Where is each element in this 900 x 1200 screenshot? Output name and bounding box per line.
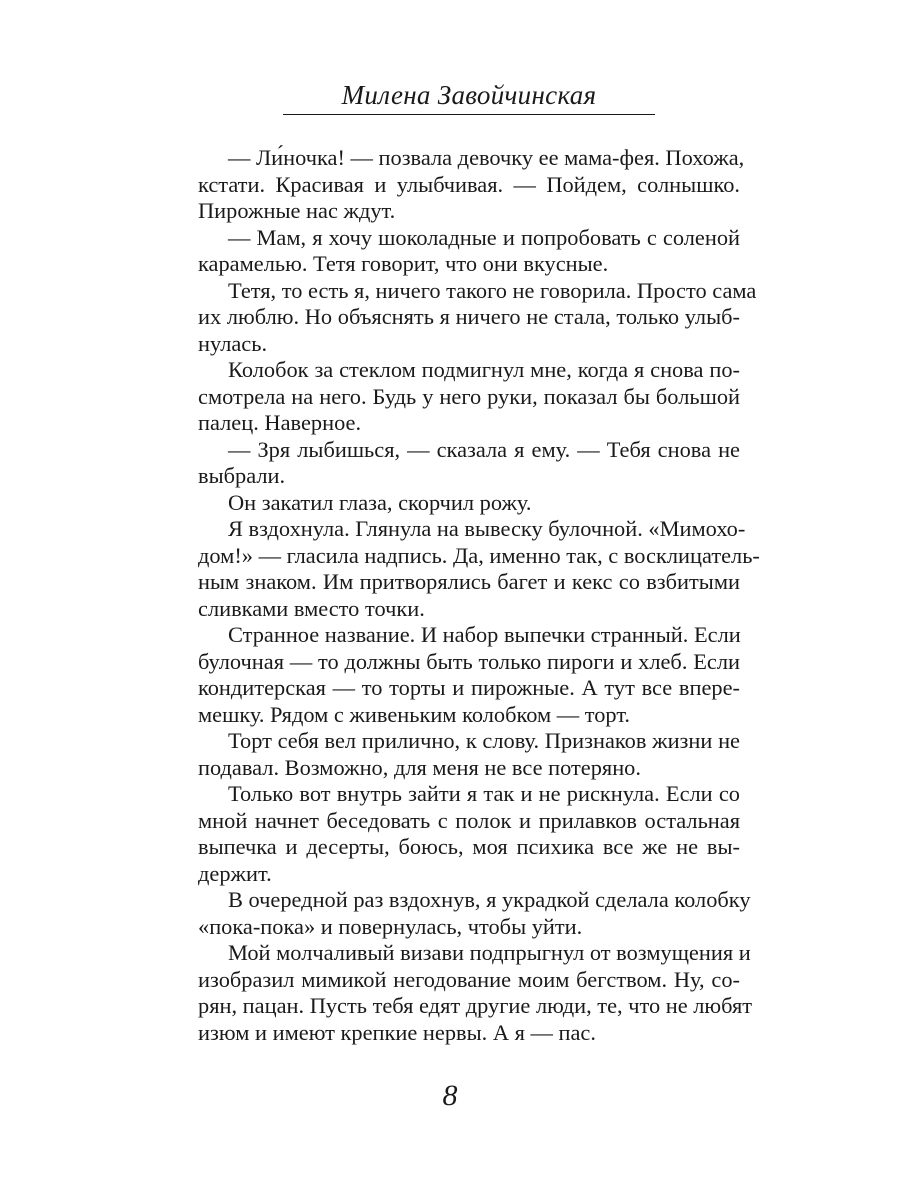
- text-line: — Зря лыбишься, — сказала я ему. — Тебя снова не: [228, 436, 740, 462]
- text-line: выпечка и десерты, боюсь, моя психика все же не вы-: [198, 834, 740, 859]
- text-line: мной начнет беседовать с полок и прилавков остальная: [198, 807, 740, 833]
- text-line: ным знаком. Им притворялись багет и кекс со взбитыми: [198, 569, 740, 594]
- text-line: Торт себя вел прилично, к слову. Признаков жизни не: [228, 728, 740, 753]
- text-line: их люблю. Но объяснять я ничего не стала, только улыб-: [198, 304, 740, 329]
- body-text: [198, 145, 760, 1046]
- header-rule: [283, 114, 655, 115]
- text-line: Странное название. И набор выпечки странный. Если: [228, 622, 741, 647]
- text-line: Тетя, то есть я, ничего такого не говорила. Просто сама: [228, 277, 757, 303]
- text-line: кондитерская — то торты и пирожные. А тут все впере-: [198, 675, 740, 700]
- text-line: кстати. Красивая и улыбчивая. — Пойдем, солнышко.: [198, 171, 740, 197]
- text-line: подавал. Возможно, для меня не все потеряно.: [198, 754, 641, 780]
- text-line: В очередной раз вздохнув, я украдкой сделала колобку: [228, 887, 751, 912]
- text-line: Я вздохнула. Глянула на вывеску булочной. «Мимохо-: [228, 516, 746, 541]
- text-line: — Ли́ночка! — позвала девочку ее мама-фея. Похожа,: [228, 145, 745, 170]
- text-line: «пока-пока» и повернулась, чтобы уйти.: [198, 913, 583, 939]
- text-line: — Мам, я хочу шоколадные и попробовать с соленой: [228, 224, 740, 250]
- text-line: карамелью. Тетя говорит, что они вкусные.: [198, 251, 609, 276]
- text-line: изюм и имеют крепкие нервы. А я — пас.: [198, 1019, 596, 1045]
- text-line: Колобок за стеклом подмигнул мне, когда я снова по-: [228, 357, 740, 382]
- text-line: мешку. Рядом с живеньким колобком — торт.: [198, 701, 631, 727]
- text-line: нулась.: [198, 330, 268, 356]
- text-line: изобразил мимикой негодование моим бегством. Ну, со-: [198, 966, 740, 992]
- text-line: держит.: [198, 860, 272, 886]
- page-number: 8: [442, 1079, 458, 1112]
- text-line: рян, пацан. Пусть тебя едят другие люди, те, что не любят: [198, 993, 753, 1018]
- text-line: сливками вместо точки.: [198, 595, 425, 621]
- text-line: Он закатил глаза, скорчил рожу.: [228, 489, 532, 515]
- text-line: Только вот внутрь зайти я так и не рискнула. Если со: [228, 781, 740, 806]
- text-line: палец. Наверное.: [198, 410, 362, 435]
- author-name: Милена Завойчинская: [341, 80, 597, 110]
- running-header: [283, 78, 655, 115]
- text-line: Мой молчаливый визави подпрыгнул от возмущения и: [228, 940, 751, 965]
- text-line: выбрали.: [198, 463, 286, 488]
- text-line: смотрела на него. Будь у него руки, показал бы большой: [198, 383, 740, 409]
- text-line: Пирожные нас ждут.: [198, 198, 396, 223]
- text-line: дом!» — гласила надпись. Да, именно так, с восклицатель-: [198, 542, 760, 568]
- text-line: булочная — то должны быть только пироги и хлеб. Если: [198, 648, 740, 674]
